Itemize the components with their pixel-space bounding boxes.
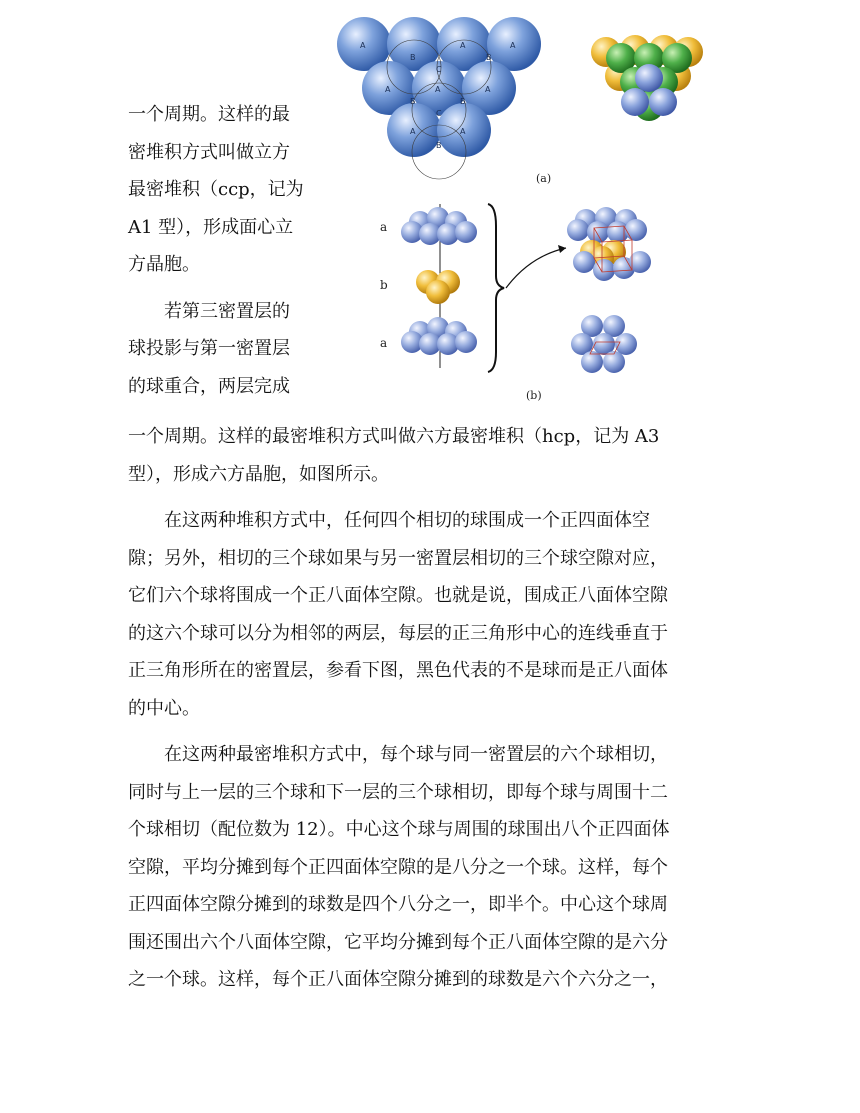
- text-line: 空隙，平均分摊到每个正四面体空隙的是八分之一个球。这样，每个: [128, 856, 668, 878]
- letter-b: B: [460, 97, 466, 106]
- text-line: A1 型），形成面心立: [128, 216, 294, 238]
- brace: [488, 204, 504, 372]
- text-line: 的这六个球可以分为相邻的两层，每层的正三角形中心的连线垂直于: [128, 622, 668, 644]
- letter-b: B: [436, 141, 442, 150]
- text-line: 在这两种最密堆积方式中，每个球与同一密置层的六个球相切，: [164, 744, 668, 765]
- layer-a-bottom: [401, 317, 477, 355]
- layer-label-a-top: a: [380, 220, 388, 234]
- paragraph-1: [128, 418, 728, 493]
- text-line: 最密堆积（ccp，记为: [128, 179, 304, 200]
- side-paragraph-2: [128, 293, 328, 406]
- text-line: 围还围出六个八面体空隙，它平均分摊到每个正八面体空隙的是六分: [128, 931, 668, 953]
- layer-b: [416, 270, 460, 304]
- hcp-unit-cell: [567, 207, 651, 281]
- layer-label-b: b: [380, 278, 388, 292]
- body-text-block: [128, 418, 728, 999]
- text-line: 在这两种堆积方式中，任何四个相切的球围成一个正四面体空: [164, 510, 650, 531]
- text-line: 若第三密置层的: [164, 300, 290, 322]
- letter-b: B: [410, 53, 416, 62]
- text-line: 一个周期。这样的最密堆积方式叫做六方最密堆积（hcp，记为 A3: [128, 426, 660, 447]
- letter-a: A: [460, 41, 466, 50]
- figure-a-close-packed-layer: [332, 12, 547, 182]
- figure-a-caption: [532, 168, 562, 188]
- figure-a-stacked-layers: [588, 32, 703, 127]
- figure-b-hcp-layers: [370, 196, 670, 408]
- letter-a: A: [510, 41, 516, 50]
- letter-b: B: [410, 97, 416, 106]
- letter-c: C: [436, 65, 442, 74]
- arrow-head: [558, 245, 566, 253]
- text-line: 型），形成六方晶胞，如图所示。: [128, 463, 389, 485]
- text-line: 的球重合，两层完成: [128, 375, 290, 397]
- paragraph-3: [128, 736, 728, 999]
- letter-a: A: [485, 85, 491, 94]
- caption-b: (b): [526, 389, 542, 402]
- letter-a: A: [385, 85, 391, 94]
- text-line: 球投影与第一密置层: [128, 338, 290, 359]
- hcp-top-view: [571, 315, 637, 373]
- letter-a: A: [410, 127, 416, 136]
- layer-label-a-bottom: a: [380, 336, 388, 350]
- paragraph-2: [128, 502, 728, 727]
- letter-a: A: [360, 41, 366, 50]
- caption-a: (a): [536, 172, 552, 185]
- arrow-line: [506, 248, 566, 288]
- text-line: 方晶胞。: [128, 254, 200, 275]
- letter-a: A: [460, 127, 466, 136]
- letter-b: B: [486, 53, 492, 62]
- side-paragraph-1: [128, 96, 328, 284]
- text-line: 同时与上一层的三个球和下一层的三个球相切，即每个球与周围十二: [128, 781, 668, 803]
- layer-a-top: [401, 207, 477, 245]
- text-line: 的中心。: [128, 697, 200, 719]
- text-line: 隙；另外，相切的三个球如果与另一密置层相切的三个球空隙对应，: [128, 547, 668, 569]
- text-line: 正三角形所在的密置层，参看下图，黑色代表的不是球而是正八面体: [128, 660, 668, 681]
- text-line: 之一个球。这样，每个正八面体空隙分摊到的球数是六个六分之一，: [128, 969, 668, 990]
- text-line: 密堆积方式叫做立方: [128, 141, 290, 163]
- letter-a: A: [435, 85, 441, 94]
- text-line: 正四面体空隙分摊到的球数是四个八分之一，即半个。中心这个球周: [128, 894, 668, 915]
- text-line: 个球相切（配位数为 12）。中心这个球与周围的球围出八个正四面体: [128, 819, 670, 840]
- side-text-block: [128, 96, 328, 405]
- letter-c: C: [436, 109, 442, 118]
- text-line: 它们六个球将围成一个正八面体空隙。也就是说，围成正八面体空隙: [128, 585, 668, 606]
- text-line: 一个周期。这样的最: [128, 104, 290, 125]
